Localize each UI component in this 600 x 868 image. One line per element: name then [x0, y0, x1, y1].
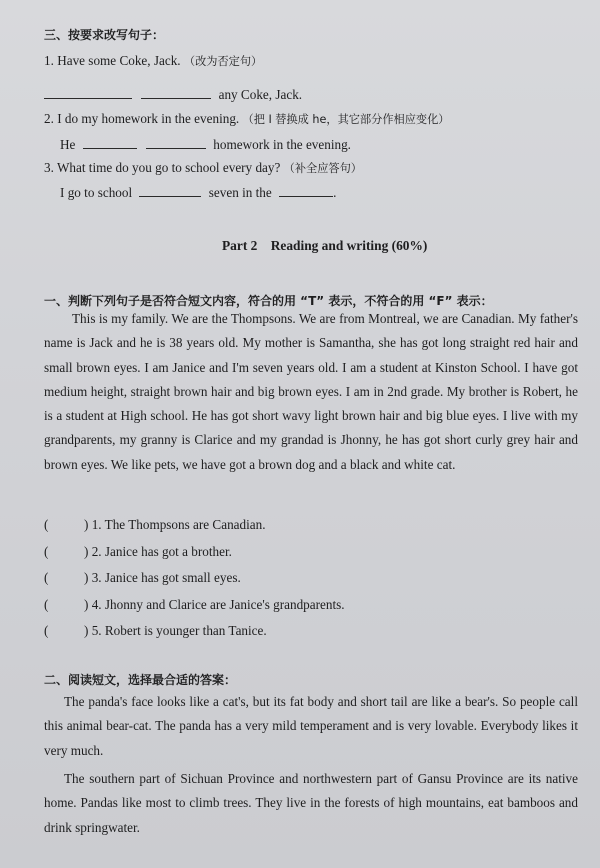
answer-2-start: He: [60, 137, 76, 152]
reading2-heading: 二、阅读短文，选择最合适的答案：: [44, 673, 237, 687]
tf-item-5: [44, 623, 267, 639]
answer-3-line: [60, 184, 336, 201]
question-2-text: 2. I do my homework in the evening.: [44, 111, 240, 126]
question-1-text: 1. Have some Coke, Jack.: [44, 53, 181, 68]
tf-item-2-text: ) 2. Janice has got a brother.: [84, 544, 232, 559]
part2-title: Part 2 Reading and writing (60%): [222, 238, 428, 253]
tf-paren-2[interactable]: (: [44, 544, 49, 559]
reading2-paragraph-2: The southern part of Sichuan Province and northwestern part of Gansu Province are its native home. Pandas like most to climb trees. They live in the forests of high mountains, eat bamboos and drink springwater.: [44, 771, 578, 835]
answer-3-end: .: [333, 185, 337, 200]
question-3-hint: （补全应答句）: [283, 162, 362, 175]
reading1-passage: This is my family. We are the Thompsons. We are from Montreal, we are Canadian. My father's name is Jack and he is 38 years old. My mother is Samantha, she has got long straight red hair and small brown eyes. I am Janice and I'm seven years old. I am a student at Kinston School. I have got medium height, straight brown hair and big brown eyes. I am in 2nd grade. My brother is Robert, he is a student at High school. He has got short wavy light brown hair and big blue eyes. I live with my grandparents, my granny is Clarice and my grandad is Jhonny, he has got short curly grey hair and brown eyes. We like pets, we have got a brown dog and a black and white cat.: [44, 311, 578, 472]
tf-item-2: [44, 544, 232, 560]
answer-2-blank-b[interactable]: [146, 136, 206, 149]
tf-paren-4[interactable]: (: [44, 597, 49, 612]
question-1-hint: （改为否定句）: [183, 55, 263, 68]
reading1-heading: 一、判断下列句子是否符合短文内容，符合的用 “T” 表示，不符合的用 “F” 表示：: [44, 294, 493, 308]
question-3: [44, 160, 362, 177]
answer-1-line: [44, 86, 302, 103]
tf-paren-1[interactable]: (: [44, 517, 49, 532]
tf-item-1: [44, 517, 266, 533]
tf-item-3-text: ) 3. Janice has got small eyes.: [84, 570, 241, 585]
reading2-paragraph-1: The panda's face looks like a cat's, but its fat body and short tail are like a bear's. So people call this animal bear-cat. The panda has a very mild temperament and is very lovable. Everybody likes it very much.: [44, 694, 578, 758]
question-1: [44, 53, 262, 70]
question-2: [44, 111, 449, 128]
tf-item-4-text: ) 4. Jhonny and Clarice are Janice's grandparents.: [84, 597, 345, 612]
answer-2-tail: homework in the evening.: [213, 137, 351, 152]
answer-2-line: [60, 136, 351, 153]
answer-3-middle: seven in the: [208, 185, 272, 200]
tf-item-5-text: ) 5. Robert is younger than Tanice.: [84, 623, 267, 638]
question-3-text: 3. What time do you go to school every day?: [44, 160, 281, 175]
answer-1-blank-b[interactable]: [141, 86, 211, 99]
question-2-hint: （把 I 替换成 he，其它部分作相应变化）: [242, 113, 450, 126]
tf-item-3: [44, 570, 241, 586]
answer-1-tail: any Coke, Jack.: [218, 87, 303, 102]
tf-item-1-text: ) 1. The Thompsons are Canadian.: [84, 517, 266, 532]
answer-1-blank-a[interactable]: [44, 86, 132, 99]
answer-2-blank-a[interactable]: [83, 136, 137, 149]
answer-3-blank-b[interactable]: [279, 184, 333, 197]
answer-3-blank-a[interactable]: [139, 184, 201, 197]
tf-paren-5[interactable]: (: [44, 623, 49, 638]
tf-paren-3[interactable]: (: [44, 570, 49, 585]
answer-3-start: I go to school: [60, 185, 133, 200]
section3-heading: 三、按要求改写句子：: [44, 28, 165, 42]
tf-item-4: [44, 597, 345, 613]
